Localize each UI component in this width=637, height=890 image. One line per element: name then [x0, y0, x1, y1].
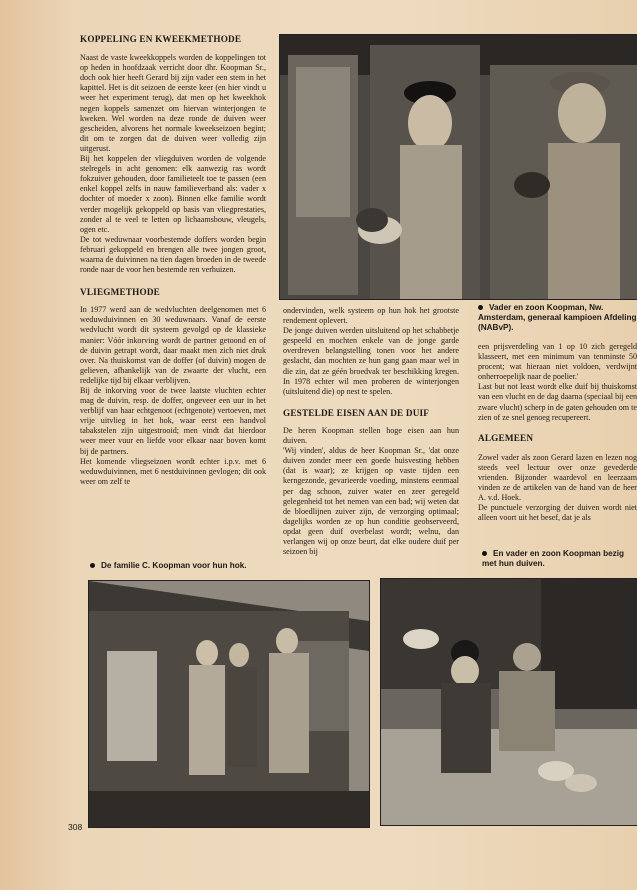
photo-family-loft — [88, 580, 370, 828]
paragraph: Bij het koppelen der vliegduiven worden de volgende stelregels in acht genomen: elk aanwezig ras wordt fokzuiver gehouden, door familieteelt toe te passen (een enkel koppel zelfs in nauw familieverband als: vader x dochter of moeder x zoon). Binnen elke familie wordt verder mogelijk gekoppeld op basis van vliegprestaties, zonder al te veel te letten op lichaamsbouw, vleugels, ogen etc. — [80, 154, 266, 234]
bullet-icon — [90, 563, 95, 568]
photo-caption-father-son — [478, 303, 637, 333]
paragraph: een prijsverdeling van 1 op 10 zich geregeld klasseert, met een minimum van tenminste 50 procent; wat hieraan niet voldoen, verdwijnt onherroepelijk naar de poelier.' — [478, 342, 637, 382]
paragraph: Last but not least wordt elke duif bij thuiskomst van een vlucht en de dag daarna (speciaal bij een zware vlucht) scherp in de gaten gehouden om te zien of ze snel genoeg recupereert. — [478, 382, 637, 422]
paragraph: De heren Koopman stellen hoge eisen aan hun duiven. — [283, 425, 459, 446]
heading-koppeling: KOPPELING EN KWEEKMETHODE — [80, 34, 242, 44]
heading-vliegmethode: VLIEGMETHODE — [80, 287, 160, 298]
column-3 — [478, 342, 637, 552]
column-2 — [283, 306, 459, 557]
column-1 — [80, 34, 266, 487]
paragraph: Bij de inkorving voor de twee laatste vluchten echter mag de duivin, resp. de doffer, ongeveer een uur in het verblijf van haar echtgenoot (echtgenote) vertoeven, met vrije uitvlieg in het hok, waar eerst een handvol tabakstelen zijn uitgestrooid; men vindt dat hierdoor weer meer vuur en liefde voor elkaar naar boven komt bij de partners. — [80, 386, 266, 456]
page-number: 308 — [68, 822, 83, 832]
photo-feeding-pigeons — [380, 578, 637, 826]
paragraph: De punctuele verzorging der duiven wordt niet alleen voort uit het besef, dat je als — [478, 503, 637, 523]
photo-father-son — [279, 34, 637, 300]
paragraph: Het komende vliegseizoen wordt echter i.p.v. met 6 weduwduivinnen, met 6 nestduivinnen gevlogen; dit ook weer om zelf te — [80, 456, 266, 486]
caption-text: En vader en zoon Koopman bezig met hun duiven. — [482, 549, 625, 568]
heading-algemeen: ALGEMEEN — [478, 432, 534, 443]
caption-text: De familie C. Koopman voor hun hok. — [101, 561, 247, 570]
paragraph: 'Wij vinden', aldus de heer Koopman Sr., 'dat onze duiven zonder meer een goede huisvesting hebben (dat is waar); ze krijgen op vaste tijden een kerngezonde, gevarieerde voeding, minstens eenmaal per dag schoon, zuiver water en zeer geregeld gelegenheid tot het nemen van een bad; wij weten dat de bloedlijnen zuiver zijn, de verzorging optimaal; dagelijks worden ze op hun conditie geobserveerd, opdat geen duif overbelast wordt; welnu, dan verlangen wij op onze beurt, dat elke oudere duif per seizoen bij — [283, 446, 459, 557]
paragraph: ondervinden, welk systeem op hun hok het grootste rendement oplevert. — [283, 306, 459, 326]
photo-caption-busy — [482, 549, 637, 569]
paragraph: Zowel vader als zoon Gerard lazen en lezen nog steeds veel lectuur over onze gevederde vrienden. Bijzonder waardevol en leerzaam vinden ze de artikelen van de hand van de heer A. v.d. Hoek. — [478, 452, 637, 503]
paragraph: De jonge duiven werden uitsluitend op het schabbetje gespeeld en mochten enkele van de jonge garde overdreven belangstelling tonen voor het andere geslacht, dan mochten ze hun gang gaan maar wel in die zin, dat ze géén broedvak ter beschikking kregen. In 1978 echter wil men proberen de winterjongen (uitsluitend die) op nest te spelen. — [283, 326, 459, 396]
paragraph: De tot weduwnaar voorbestemde doffers worden begin februari gekoppeld en brengen alle twee jongen groot, waarna de duivinnen na tien dagen broeden in de tweede ronde naar de voor hen bestemde ren verhuizen. — [80, 234, 266, 275]
bullet-icon — [482, 551, 487, 556]
bullet-icon — [478, 305, 483, 310]
caption-text: Vader en zoon Koopman, Nw. Amsterdam, generaal kampioen Afdeling (NABvP). — [478, 303, 637, 332]
photo-caption-family — [90, 561, 270, 571]
paragraph: Naast de vaste kweekkoppels worden de koppelingen tot op heden in hoofdzaak verricht door dhr. Koopman Sr., doch ook hier heeft Gerard bij zijn vader een stem in het kapittel. Het is dit seizoen de eerste keer (en hier vindt u weer het experiment terug), dat men op het kweekhok negen koppels samenzet om hiervan winterjongen te kweken. Wel worden na deze ronde de duiven weer gescheiden, alvorens het normale kweekseizoen begint; dit om te zorgen dat de duiven weer volledig zijn uitgerust. — [80, 53, 266, 153]
heading-gestelde-eisen: GESTELDE EISEN AAN DE DUIF — [283, 407, 430, 418]
paragraph: In 1977 werd aan de wedvluchten deelgenomen met 6 weduwduivinnen en 30 weduwnaars. Vanaf de eerste wedvlucht wordt dit systeem gevolgd op de klassieke manier: Vóór inkorving wordt de partner getoond en of de duivin getrapt wordt, daar maakt men zich niet druk over. Na thuiskomst van de doffer (of duivin) mogen de gelieven, afhankelijk van de zwaarte der vlucht, een redelijke tijd bij elkaar verblijven. — [80, 305, 266, 385]
